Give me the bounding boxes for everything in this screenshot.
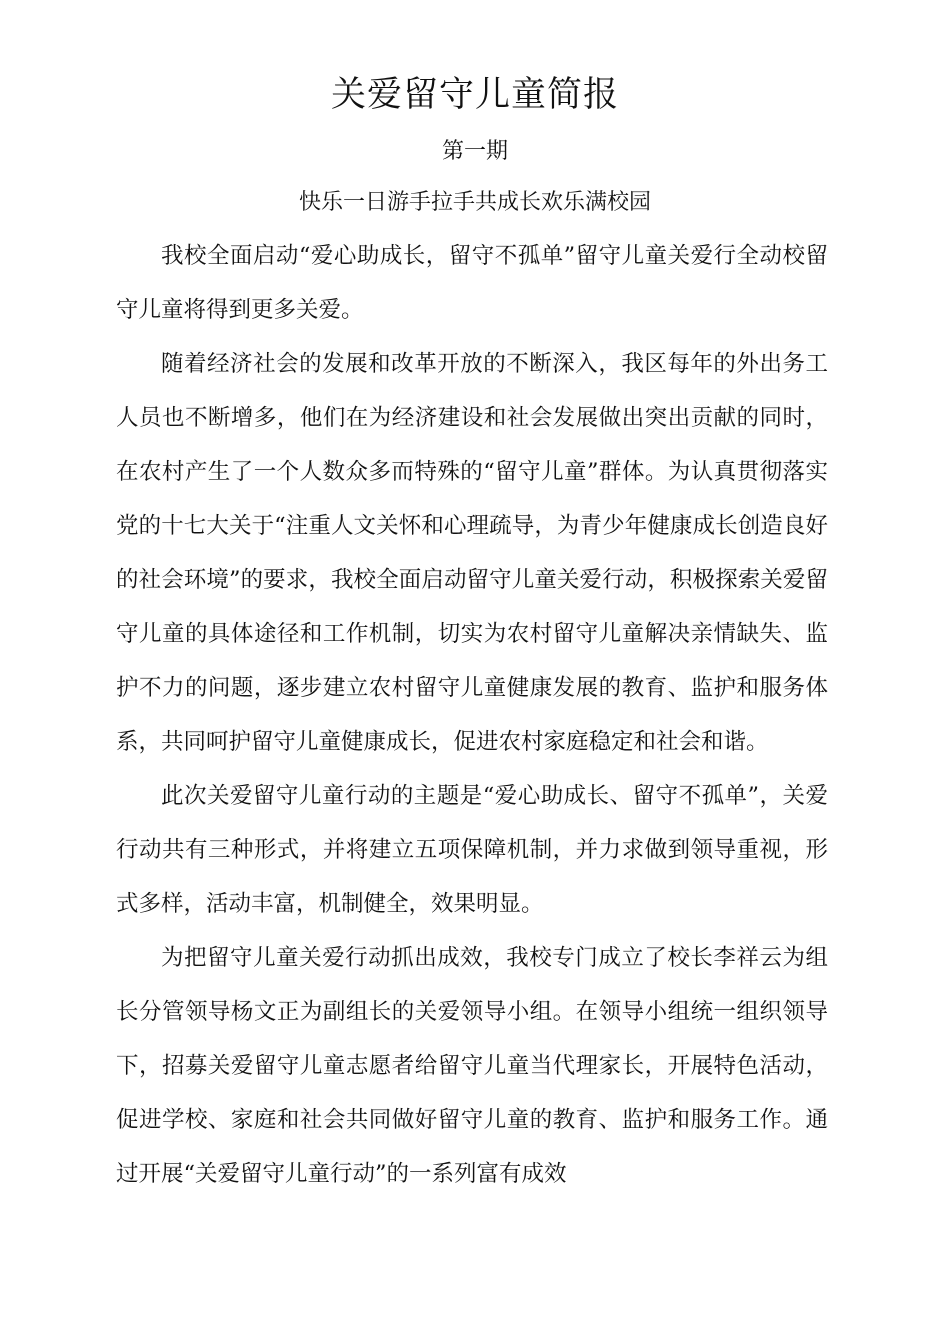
paragraph: 随着经济社会的发展和改革开放的不断深入，我区每年的外出务工人员也不断增多，他们在为经济建设和社会发展做出突出贡献的同时，在农村产生了一个人数众多而特殊的“留守儿童”群体。为认真贯彻落实党的十七大关于“注重人文关怀和心理疏导，为青少年健康成长创造良好的社会环境”的要求，我校全面启动留守儿童关爱行动，积极探索关爱留守儿童的具体途径和工作机制，切实为农村留守儿童解决亲情缺失、监护不力的问题，逐步建立农村留守儿童健康发展的教育、监护和服务体系，共同呵护留守儿童健康成长，促进农村家庭稳定和社会和谐。 <box>116 351 828 755</box>
paragraph: 为把留守儿童关爱行动抓出成效，我校专门成立了校长李祥云为组长分管领导杨文正为副组长的关爱领导小组。在领导小组统一组织领导下，招募关爱留守儿童志愿者给留守儿童当代理家长，开展特色活动，促进学校、家庭和社会共同做好留守儿童的教育、监护和服务工作。通过开展“关爱留守儿童行动”的一系列富有成效 <box>116 945 828 1187</box>
document-body <box>116 229 828 1201</box>
paragraph: 此次关爱留守儿童行动的主题是“爱心助成长、留守不孤单”，关爱行动共有三种形式，并将建立五项保障机制，并力求做到领导重视，形式多样，活动丰富，机制健全，效果明显。 <box>116 783 828 917</box>
document-subtitle: 快乐一日游手拉手共成长欢乐满校园 <box>298 190 651 215</box>
paragraph: 我校全面启动“爱心助成长，留守不孤单”留守儿童关爱行全动校留守儿童将得到更多关爱。 <box>116 243 828 323</box>
document-title: 关爱留守儿童简报 <box>330 75 619 115</box>
issue-number: 第一期 <box>441 139 508 164</box>
